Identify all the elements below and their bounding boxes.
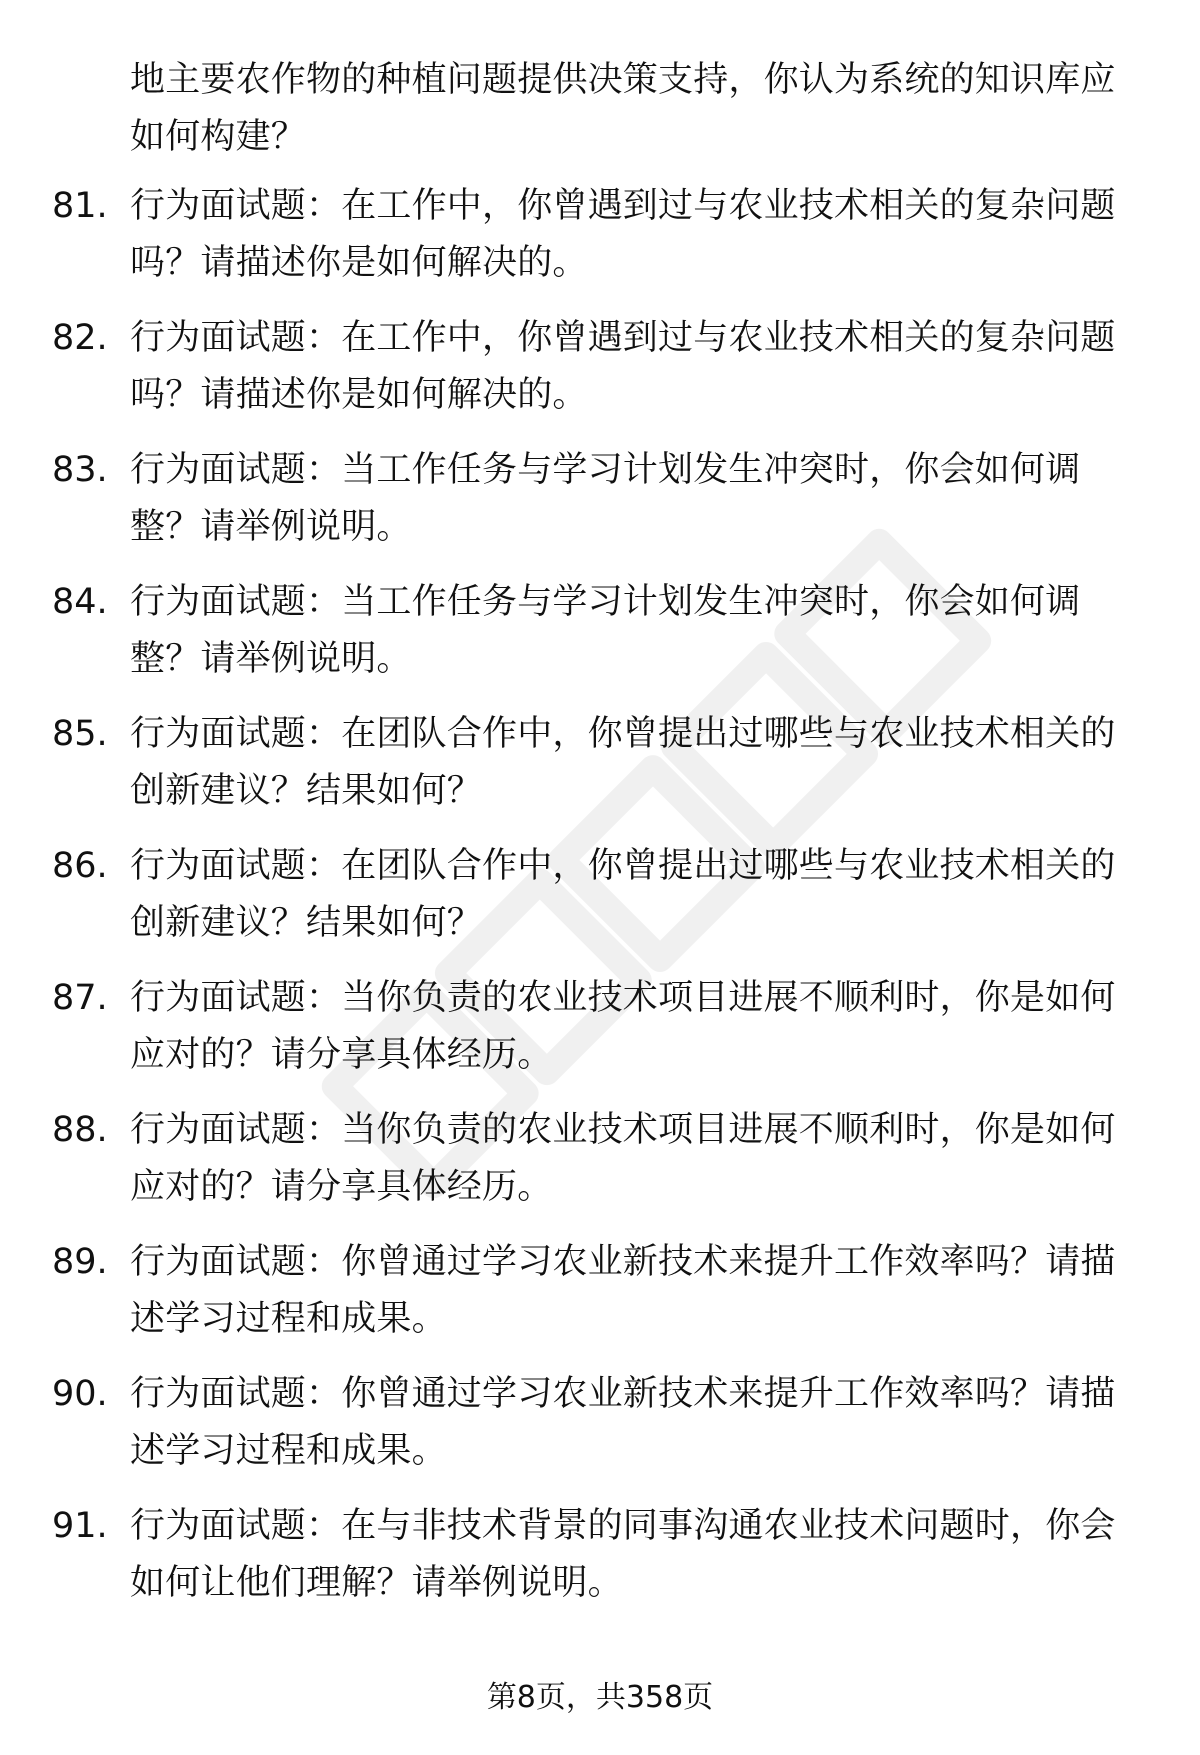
question-number: 90. (52, 1374, 108, 1414)
question-text: 行为面试题：当你负责的农业技术项目进展不顺利时，你是如何应对的？请分享具体经历。 (130, 1110, 1116, 1207)
question-number: 89. (52, 1242, 108, 1282)
list-item (0, 178, 1200, 310)
question-number: 84. (52, 582, 108, 622)
list-item (0, 310, 1200, 442)
question-text: 行为面试题：在工作中，你曾遇到过与农业技术相关的复杂问题吗？请描述你是如何解决的。 (130, 318, 1116, 415)
list-item (0, 1234, 1200, 1366)
question-text: 行为面试题：你曾通过学习农业新技术来提升工作效率吗？请描述学习过程和成果。 (130, 1374, 1116, 1471)
question-number: 83. (52, 450, 108, 490)
question-text: 地主要农作物的种植问题提供决策支持，你认为系统的知识库应如何构建？ (130, 60, 1116, 157)
question-number: 81. (52, 186, 108, 226)
question-text: 行为面试题：当你负责的农业技术项目进展不顺利时，你是如何应对的？请分享具体经历。 (130, 978, 1116, 1075)
question-number: 86. (52, 846, 108, 886)
question-text: 行为面试题：你曾通过学习农业新技术来提升工作效率吗？请描述学习过程和成果。 (130, 1242, 1116, 1339)
question-text: 行为面试题：在工作中，你曾遇到过与农业技术相关的复杂问题吗？请描述你是如何解决的。 (130, 186, 1116, 283)
question-list (0, 52, 1200, 1630)
list-item (0, 838, 1200, 970)
question-text: 行为面试题：在与非技术背景的同事沟通农业技术问题时，你会如何让他们理解？请举例说明。 (130, 1506, 1116, 1603)
question-text: 行为面试题：在团队合作中，你曾提出过哪些与农业技术相关的创新建议？结果如何？ (130, 714, 1116, 811)
list-item (0, 706, 1200, 838)
page-footer: 第8页，共358页 (486, 1680, 714, 1715)
question-number: 85. (52, 714, 108, 754)
list-item (0, 442, 1200, 574)
question-number: 87. (52, 978, 108, 1018)
list-item (0, 970, 1200, 1102)
question-text: 行为面试题：在团队合作中，你曾提出过哪些与农业技术相关的创新建议？结果如何？ (130, 846, 1116, 943)
question-number: 82. (52, 318, 108, 358)
list-item (0, 1498, 1200, 1630)
question-number: 88. (52, 1110, 108, 1150)
list-item (0, 1366, 1200, 1498)
question-text: 行为面试题：当工作任务与学习计划发生冲突时，你会如何调整？请举例说明。 (130, 582, 1081, 679)
question-number: 91. (52, 1506, 108, 1546)
list-item (0, 1102, 1200, 1234)
question-text: 行为面试题：当工作任务与学习计划发生冲突时，你会如何调整？请举例说明。 (130, 450, 1081, 547)
list-item-continuation (0, 52, 1200, 178)
list-item (0, 574, 1200, 706)
